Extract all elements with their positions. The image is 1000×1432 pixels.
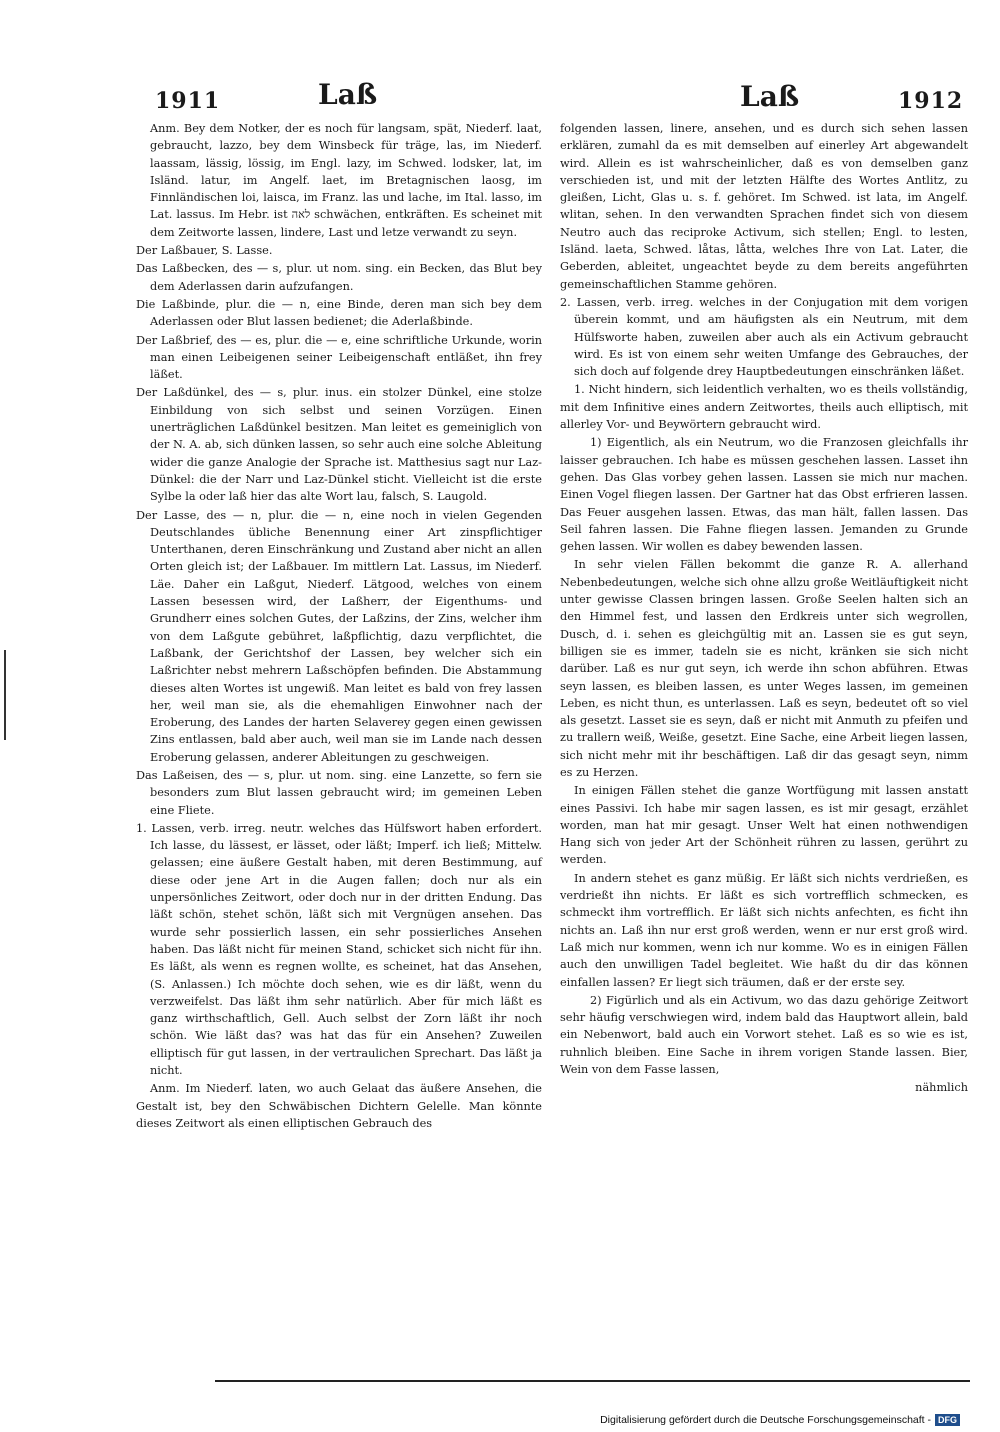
- paragraph: folgenden lassen, linere, ansehen, und es durch sich sehen lassen erklären, zumahl da es mit demselben auf einerley Art abgewandelt wird. Allein es ist wahrscheinlicher, daß es von demselben ganz verschieden ist, und mit der letzten Hälfte des Wortes Antlitz, zu gleißen, Licht, Glas u. s. f. gehöret. Im Schwed. ist lata, im Angelf. wlitan, sehen. In den verwandten Sprachen findet sich von diesem Neutro auch das reciproke Activum, sich stellen; Engl. to lesten, Isländ. laeta, Schwed. låtas, låtta, welches Ihre von Lat. Later, die Geberden, ableitet, ungeachtet beyde zu dem bereits angeführten gemeinschaftlichen Stamme gehören.: [560, 122, 968, 291]
- paragraph: 1) Eigentlich, als ein Neutrum, wo die Franzosen gleichfalls ihr laisser gebrauchen. Ich habe es müssen geschehen lassen. Lasset ihn gehen. Das Glas vorbey gehen lassen. Lassen sie mich nur machen. Einen Vogel fliegen lassen. Der Gartner hat das Obst erfrieren lassen. Das Feuer ausgehen lassen. Etwas, das man hält, fallen lassen. Das Seil fahren lassen. Die Fahne fliegen lassen. Jemanden zu Grunde gehen lassen. Wir wollen es dabey bewenden lassen.: [560, 436, 968, 554]
- paragraph: Anm. Im Niederf. laten, wo auch Gelaat das äußere Ansehen, die Gestalt ist, bey den Schwäbischen Dichtern Gelelle. Man könnte dieses Zeitwort als einen elliptischen Gebrauch des: [136, 1082, 542, 1130]
- left-text-column: [136, 120, 542, 1133]
- paragraph: In sehr vielen Fällen bekommt die ganze R. A. allerhand Nebenbedeutungen, welche sich ohne allzu große Weitläuftigkeit nicht unter gewisse Classen bringen lassen. Große Seelen halten sich an den Himmel fest, und lassen den Erdkreis unter sich wegrollen, Dusch, d. i. sehen es gleichgültig mit an. Lassen sie es gut seyn, billigen sie es immer, tadeln sie es nicht, kränken sie sich nicht darüber. Laß es nur gut seyn, ich werde ihn schon abführen. Etwas seyn lassen, es bleiben lassen, es unter Weges lassen, im gemeinen Leben, es nicht thun, es unterlassen. Laß es seyn, bedeutet oft so viel als gesetzt. Lasset sie es seyn, daß er nicht mit Anmuth zu pfeifen und zu trallern weiß, Weiße, gesetzt. Eine Sache, eine Arbeit liegen lassen, sich nicht mehr mit ihr beschäftigen. Laß dir das gesagt seyn, nimm es zu Herzen.: [560, 558, 968, 779]
- paragraph: Das Laßeisen, des — s, plur. ut nom. sing. eine Lanzette, so fern sie besonders zum Blut lassen gebraucht wird; im gemeinen Leben eine Fliete.: [136, 768, 542, 817]
- footer-credit: Digitalisierung gefördert durch die Deutsche Forschungsgemeinschaft -: [600, 1414, 931, 1426]
- paragraph: Der Laßbauer, S. Lasse.: [136, 244, 273, 258]
- paragraph: 2. Lassen, verb. irreg. welches in der Conjugation mit dem vorigen überein kommt, und am häufigsten als ein Neutrum, mit dem Hülfsworte haben, zuweilen aber auch als ein Activum gebraucht wird. Es ist von einem sehr weiten Umfange des Gebrauches, der sich doch auf folgende drey Hauptbedeutungen einschränken läßet.: [560, 295, 968, 379]
- margin-mark: [4, 650, 6, 740]
- paragraph: Die Laßbinde, plur. die — n, eine Binde, deren man sich bey dem Aderlassen oder Blut lassen bedienet; die Aderlaßbinde.: [136, 297, 542, 329]
- paragraph: In einigen Fällen stehet die ganze Wortfügung mit lassen anstatt eines Passivi. Ich habe mir sagen lassen, es ist mir gesagt, erzählet worden, man hat mir gesagt. Unser Welt hat einen nothwendigen Hang sich von jeder Art der Schönheit rühren zu lassen, gerührt zu werden.: [560, 784, 968, 867]
- dfg-logo-icon: DFG: [935, 1414, 960, 1426]
- paragraph: 2) Figürlich und als ein Activum, wo das dazu gehörige Zeitwort sehr häufig verschwiegen wird, indem bald das Hauptwort allein, bald ein Nebenwort, bald auch ein Vorwort stehet. Laß es so wie es ist, ruhnlich bleiben. Eine Sache in ihrem vorigen Stande lassen. Bier, Wein von dem Fasse lassen,: [560, 993, 968, 1077]
- bottom-rule: [215, 1380, 970, 1382]
- digitization-footer: [600, 1414, 960, 1426]
- paragraph: 1. Nicht hindern, sich leidentlich verhalten, wo es theils vollständig, mit dem Infinitive eines andern Zeitwortes, theils auch elliptisch, mit allerley Vor- und Beywörtern gebraucht wird.: [560, 383, 968, 432]
- paragraph: Der Lasse, des — n, plur. die — n, eine noch in vielen Gegenden Deutschlandes übliche Benennung einer Art zinspflichtiger Unterthanen, deren Einschränkung und Zustand aber nicht an allen Orten gleich ist; der Laßbauer. Im mittlern Lat. Lassus, im Niederf. Läe. Daher ein Laßgut, Niederf. Lätgood, welches von einem Lassen besessen wird, der Laßherr, der Eigenthums- und Grundherr eines solchen Gutes, der Laßzins, der Zins, welcher ihm von dem Laßgute gebühret, laßpflichtig, dazu verpflichtet, die Laßbank, der Gerichtshof der Lassen, bey welcher sich ein Laßrichter nebst mehrern Laßschöpfen befinden. Die Abstammung dieses alten Wortes ist ungewiß. Man leitet es bald von frey lassen her, weil man sie, als die ehemahligen Einwohner nach der Eroberung, des Landes der harten Selaverey gegen einen gewissen Zins entlassen, bald aber auch, weil man sie im Lande nach dessen Eroberung gelassen, anderer Ableitungen zu geschweigen.: [136, 508, 542, 764]
- column-catchword: nähmlich: [915, 1081, 968, 1095]
- left-page-number: 1911: [155, 88, 221, 114]
- paragraph: Der Laßdünkel, des — s, plur. inus. ein stolzer Dünkel, eine stolze Einbildung von sich selbst und seinen Vorzügen. Einen unerträglichen Laßdünkel besitzen. Man leitet es gemeiniglich von der N. A. ab, sich dünken lassen, so sehr auch eine solche Ableitung wider die ganze Analogie der Sprache ist. Matthesius sagt nur Laz-Dünkel: die der Narr und Laz-Dünkel sticht. Vielleicht ist die erste Sylbe la oder laß hier das alte Wort lau, falsch, S. Laugold.: [136, 386, 542, 504]
- right-page-number: 1912: [898, 88, 964, 114]
- paragraph: Der Laßbrief, des — es, plur. die — e, eine schriftliche Urkunde, worin man einen Leibeigenen seiner Leibeigenschaft entläßet, ihn frey läßet.: [136, 333, 542, 382]
- right-catchword: Laß: [740, 80, 800, 113]
- paragraph: Anm. Bey dem Notker, der es noch für langsam, spät, Niederf. laat, gebraucht, lazzo, bey dem Winsbeck für träge, las, im Niederf. laassam, lässig, lössig, im Engl. lazy, im Schwed. lodsker, lat, im Isländ. latur, im Angelf. laet, im Bretagnischen laosg, im Finnländischen loi, laisca, im Franz. las und lache, im Ital. lasso, im Lat. lassus. Im Hebr. ist לאה schwächen, entkräften. Es scheinet mit dem Zeitworte lassen, lindere, Last und letze verwandt zu seyn.: [150, 122, 543, 239]
- paragraph: 1. Lassen, verb. irreg. neutr. welches das Hülfswort haben erfordert. Ich lasse, du lässest, er lässet, oder läßt; Imperf. ich ließ; Mittelw. gelassen; eine äußere Gestalt haben, mit deren Bestimmung, auf diese oder jene Art in die Augen fallen; doch nur als ein unpersönliches Zeitwort, oder doch nur in der dritten Endung. Das läßt schön, stehet schön, läßt sich mit Vergnügen ansehen. Das wurde sehr possierlich lassen, ein sehr possierliches Ansehen haben. Das läßt nicht für meinen Stand, schicket sich nicht für ihn. Es läßt, als wenn es regnen wollte, es scheinet, hat das Ansehen, (S. Anlassen.) Ich möchte doch sehen, wie es dir läßt, wenn du verzweifelst. Das läßt ihm sehr natürlich. Aber für mich läßt es ganz wirthschaftlich, Gell. Auch selbst der Zorn läßt ihr noch schön. Wie läßt das? was hat das für ein Ansehen? Zuweilen elliptisch für gut lassen, in der vertraulichen Sprechart. Das läßt ja nicht.: [136, 821, 542, 1078]
- paragraph: In andern stehet es ganz müßig. Er läßt sich nichts verdrießen, es verdrießt ihn nichts. Er läßt es sich vortrefflich schmecken, es schmeckt ihm vortrefflich. Er läßt sich nichts anfechten, es ficht ihn nichts an. Laß ihn nur erst groß werden, wenn er nur erst groß wird. Laß mich nur kommen, wenn ich nur komme. Wo es in einigen Fällen auch den unwilligen Tadel begleitet. Wie haßt du dir das können einfallen lassen? Er liegt sich träumen, daß er der erste sey.: [560, 871, 968, 989]
- left-catchword: Laß: [318, 78, 378, 111]
- paragraph: Das Laßbecken, des — s, plur. ut nom. sing. ein Becken, das Blut bey dem Aderlassen darin aufzufangen.: [136, 262, 542, 293]
- right-text-column: [560, 120, 968, 1097]
